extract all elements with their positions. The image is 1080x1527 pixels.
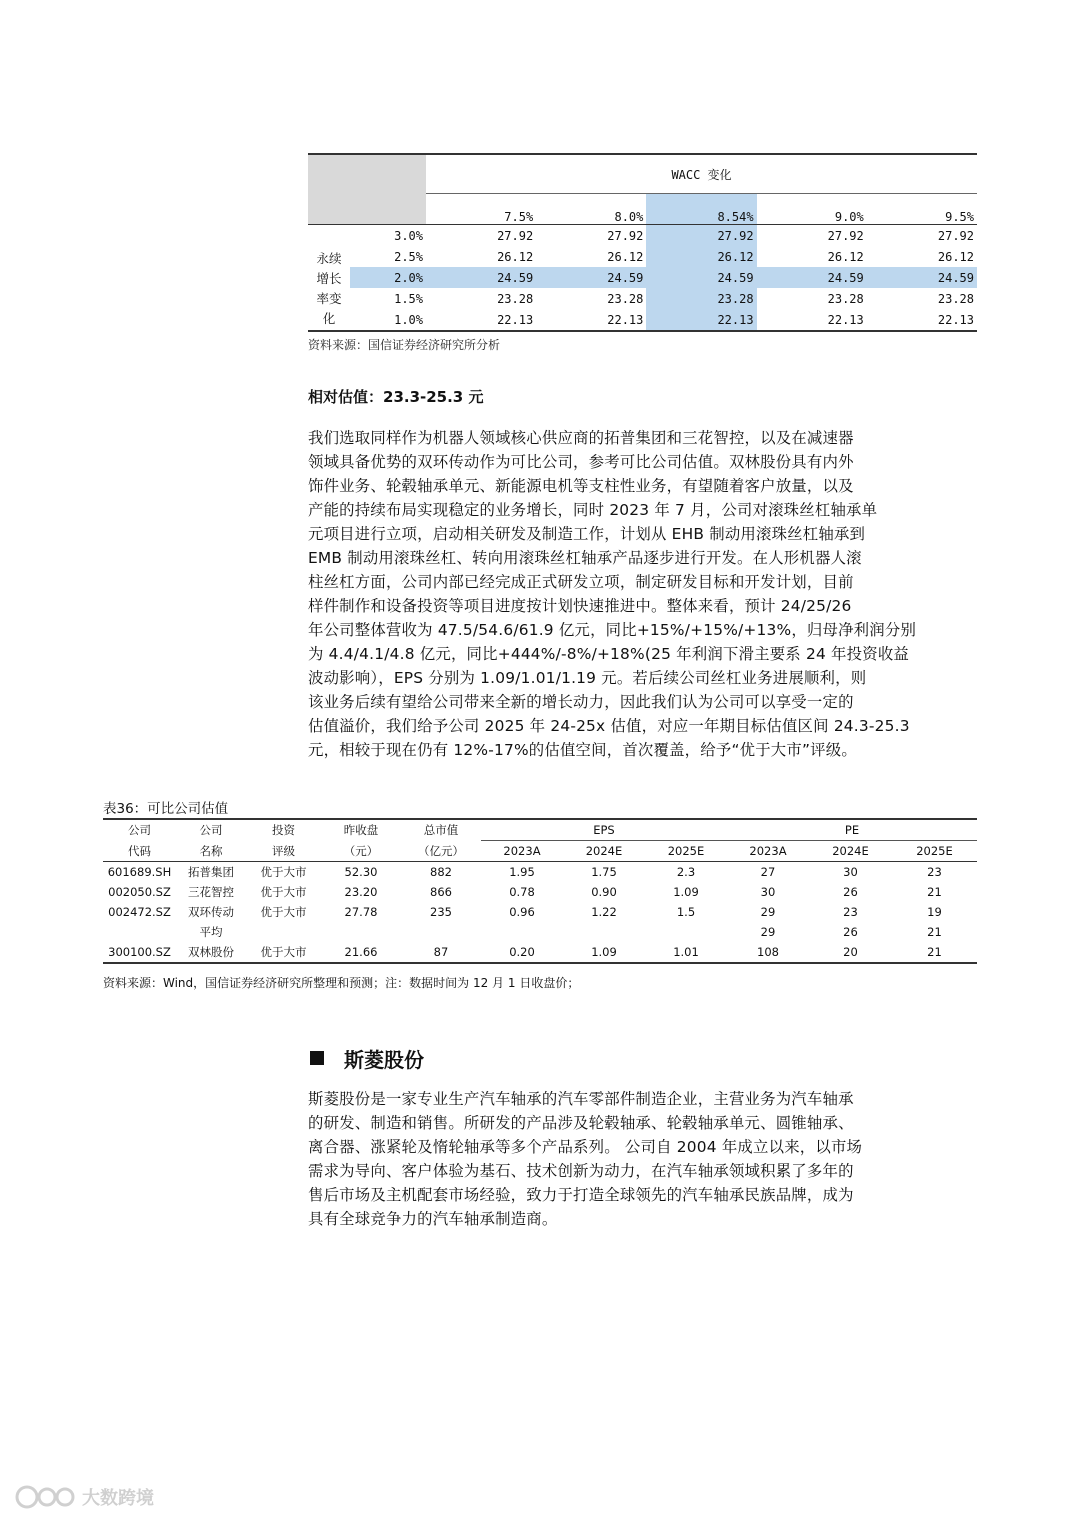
silin-paragraph [308,1087,978,1231]
table-cell: 2.3 [676,865,696,879]
table-cell: 0.96 [509,905,535,919]
wacc-row [308,246,977,267]
growth-rate-value: 2.0% [394,270,423,285]
table-cell: 23 [843,905,858,919]
wacc-header: WACC 变化 [426,154,977,194]
wacc-cell: 26.12 [827,249,864,264]
table-cell: 0.20 [509,945,535,959]
hdr-rating: 评级 [272,843,295,858]
growth-rate-label-part: 永续 [316,250,342,266]
table-cell: 21 [927,885,942,899]
table-cell: 21.66 [344,945,378,959]
table-cell: 52.30 [344,865,378,879]
wacc-column-header: 9.0% [834,210,864,224]
table-cell: 优于大市 [260,865,307,879]
paragraph-line: 的研发、制造和销售。所研发的产品涉及轮毂轴承、轮毂轴承单元、圆锥轴承、 [308,1114,854,1132]
paragraph-line: 该业务后续有望给公司带来全新的增长动力，因此我们认为公司可以享受一定的 [308,693,854,711]
wacc-cell: 24.59 [827,270,864,285]
growth-rate-value: 1.5% [394,291,423,306]
table-cell: 300100.SZ [108,945,171,959]
table-cell: 拓普集团 [188,865,234,879]
growth-rate-label-part: 化 [322,310,336,326]
watermark-logo-icon [14,1484,76,1510]
table-cell: 29 [760,925,776,939]
paragraph-line: 离合器、涨紧轮及惰轮轴承等多个产品系列。 公司自 2004 年成立以来，以市场 [308,1138,863,1156]
table-cell [321,922,401,942]
wacc-cell: 26.12 [607,249,644,264]
year-header: 2023A [749,844,787,858]
hdr-pe: PE [727,819,977,841]
wacc-column-header: 9.5% [945,210,974,224]
table-corner [308,154,426,225]
paragraph-line: 元，相较于现在仍有 12%-17%的估值空间，首次覆盖，给予“优于大市”评级。 [308,741,857,759]
wacc-cell: 23.28 [497,291,534,306]
wacc-row [308,225,977,247]
wacc-cell: 24.59 [497,270,534,285]
wacc-cell: 26.12 [937,249,974,264]
table-row [103,882,977,902]
paragraph-line: 售后市场及主机配套市场经验，致力于打造全球领先的汽车轴承民族品牌，成为 [308,1186,854,1204]
paragraph-line: 饰件业务、轮毂轴承单元、新能源电机等支柱性业务，有望随着客户放量，以及 [308,477,854,495]
table-cell: 866 [430,885,452,899]
table-row [103,902,977,922]
wacc-cell: 23.28 [827,291,864,306]
paragraph-line: 样件制作和设备投资等项目进度按计划快速推进中。整体来看，预计 24/25/26 [308,597,852,615]
table-cell: 002472.SZ [108,905,171,919]
wacc-cell: 22.13 [497,312,534,327]
year-header: 2023A [503,844,541,858]
watermark [14,1484,154,1510]
hdr-code: 代码 [128,843,151,858]
table-cell [246,922,321,942]
wacc-cell: 27.92 [646,225,756,247]
growth-rate-label [308,225,350,332]
paragraph-line: 具有全球竞争力的汽车轴承制造商。 [308,1210,558,1228]
wacc-sensitivity-table [308,153,977,332]
table-cell: 0.90 [591,885,617,899]
table-cell: 1.75 [591,865,617,879]
growth-rate-label-part: 率变 [316,290,342,306]
year-header: 2025E [916,844,953,858]
wacc-cell: 24.59 [717,270,754,285]
table-cell [645,922,727,942]
year-header: 2024E [832,844,869,858]
wacc-cell: 27.92 [937,228,974,243]
table-cell: 87 [433,945,449,959]
table-cell: 1.22 [591,905,617,919]
table-cell: 三花智控 [188,885,234,899]
table-row [103,942,977,963]
table-cell: 21 [927,945,942,959]
table-cell: 235 [430,905,452,919]
hdr-mcap: （亿元） [418,843,464,858]
table-row [103,862,977,883]
wacc-cell: 27.92 [497,228,534,243]
table-cell: 19 [927,905,942,919]
table-cell: 002050.SZ [108,885,171,899]
table-cell [481,922,563,942]
relative-valuation-paragraph [308,426,978,762]
wacc-column-header: 8.0% [614,210,644,224]
table-cell: 27.78 [344,905,378,919]
hdr-rating-top: 投资 [272,823,295,838]
wacc-cell: 27.92 [827,228,864,243]
table-cell: 双环传动 [188,905,234,919]
paragraph-line: 我们选取同样作为机器人领域核心供应商的拓普集团和三花智控，以及在减速器 [308,429,854,447]
table-cell: 23 [927,865,942,879]
table-cell: 601689.SH [107,865,172,879]
paragraph-line: 产能的持续布局实现稳定的业务增长，同时 2023 年 7 月，公司对滚珠丝杠轴承单 [308,501,878,519]
table-cell [563,922,645,942]
growth-rate-value: 2.5% [394,249,423,264]
hdr-code-top: 公司 [128,823,151,838]
watermark-text: 大数跨境 [82,1488,154,1509]
table-cell: 1.95 [509,865,535,879]
wacc-row [308,288,977,309]
table-cell: 双林股份 [188,945,234,959]
wacc-row [308,267,977,288]
growth-rate-value: 3.0% [394,228,423,243]
paragraph-line: 元项目进行立项，启动相关研发及制造工作，计划从 EHB 制动用滚珠丝杠轴承到 [308,525,866,543]
hdr-name-top: 公司 [199,823,223,838]
paragraph-line: 柱丝杠方面，公司内部已经完成正式研发立项，制定研发目标和开发计划，目前 [308,573,854,591]
wacc-cell: 23.28 [646,288,756,309]
growth-rate-label-part: 增长 [316,270,342,286]
table-cell: 23.20 [344,885,378,899]
paragraph-line: 年公司整体营收为 47.5/54.6/61.9 亿元，同比+15%/+15%/+13%，归母净利润分别 [308,621,917,639]
wacc-column-header: 7.5% [504,210,534,224]
wacc-cell: 24.59 [937,270,974,285]
year-header: 2025E [667,844,705,858]
paragraph-line: 领域具备优势的双环传动作为可比公司，参考可比公司估值。双林股份具有内外 [308,453,854,471]
wacc-cell: 22.13 [646,309,756,331]
comp-table-title: 表36：可比公司估值 [103,801,229,817]
paragraph-line: 波动影响），EPS 分别为 1.09/1.01/1.19 元。若后续公司丝杠业务进展顺利，则 [308,669,867,687]
paragraph-line: EMB 制动用滚珠丝杠、转向用滚珠丝杠轴承产品逐步进行开发。在人形机器人滚 [308,549,862,567]
wacc-cell: 23.28 [607,291,644,306]
wacc-cell: 27.92 [607,228,644,243]
wacc-cell: 26.12 [497,249,534,264]
table-cell: 26 [843,885,858,899]
table-cell: 882 [430,865,452,879]
paragraph-line: 估值溢价，我们给予公司 2025 年 24-25x 估值，对应一年期目标估值区间 24.3-25.3 [308,717,910,735]
table-cell: 0.78 [509,885,535,899]
comparable-valuation-table [103,818,977,964]
wacc-cell: 24.59 [607,270,644,285]
wacc-column-header: 8.54% [646,194,756,225]
relative-valuation-heading: 相对估值：23.3-25.3 元 [308,388,484,406]
table-cell: 27 [760,865,776,879]
table-cell: 1.5 [676,905,696,919]
wacc-cell: 22.13 [827,312,864,327]
hdr-mcap-top: 总市值 [423,823,459,838]
silin-heading: 斯菱股份 [344,1048,424,1072]
table-cell: 30 [843,865,858,879]
section-bullet-icon [310,1051,324,1065]
paragraph-line: 为 4.4/4.1/4.8 亿元，同比+444%/-8%/+18%(25 年利润下滑主要系 24 年投资收益 [308,645,909,663]
table-cell: 1.09 [591,945,617,959]
hdr-close: （元） [343,843,379,858]
wacc-cell: 22.13 [607,312,644,327]
table-cell: 优于大市 [260,905,307,919]
table-cell: 26 [843,925,858,939]
growth-rate-value: 1.0% [394,312,423,327]
paragraph-line: 斯菱股份是一家专业生产汽车轴承的汽车零部件制造企业，主营业务为汽车轴承 [308,1090,854,1108]
hdr-name: 名称 [199,843,223,858]
table-cell: 29 [760,905,776,919]
table-cell: 20 [843,945,858,959]
wacc-source: 资料来源：国信证券经济研究所分析 [308,338,501,352]
table-cell: 108 [757,945,779,959]
comp-table-source: 资料来源：Wind，国信证券经济研究所整理和预测；注：数据时间为 12 月 1 日收盘价； [103,976,580,990]
table-cell [401,922,481,942]
hdr-close-top: 昨收盘 [343,823,379,838]
table-cell: 平均 [199,925,223,939]
table-cell: 优于大市 [260,945,307,959]
wacc-row [308,309,977,331]
hdr-eps: EPS [481,819,727,841]
table-cell: 21 [927,925,942,939]
table-cell: 1.09 [673,885,699,899]
table-cell: 1.01 [673,945,699,959]
year-header: 2024E [585,844,623,858]
wacc-cell: 23.28 [937,291,974,306]
wacc-cell: 26.12 [646,246,756,267]
wacc-cell: 22.13 [937,312,974,327]
paragraph-line: 需求为导向、客户体验为基石、技术创新为动力，在汽车轴承领域积累了多年的 [308,1162,854,1180]
table-cell [103,922,176,942]
table-row [103,922,977,942]
table-cell: 优于大市 [260,885,307,899]
table-cell: 30 [760,885,776,899]
